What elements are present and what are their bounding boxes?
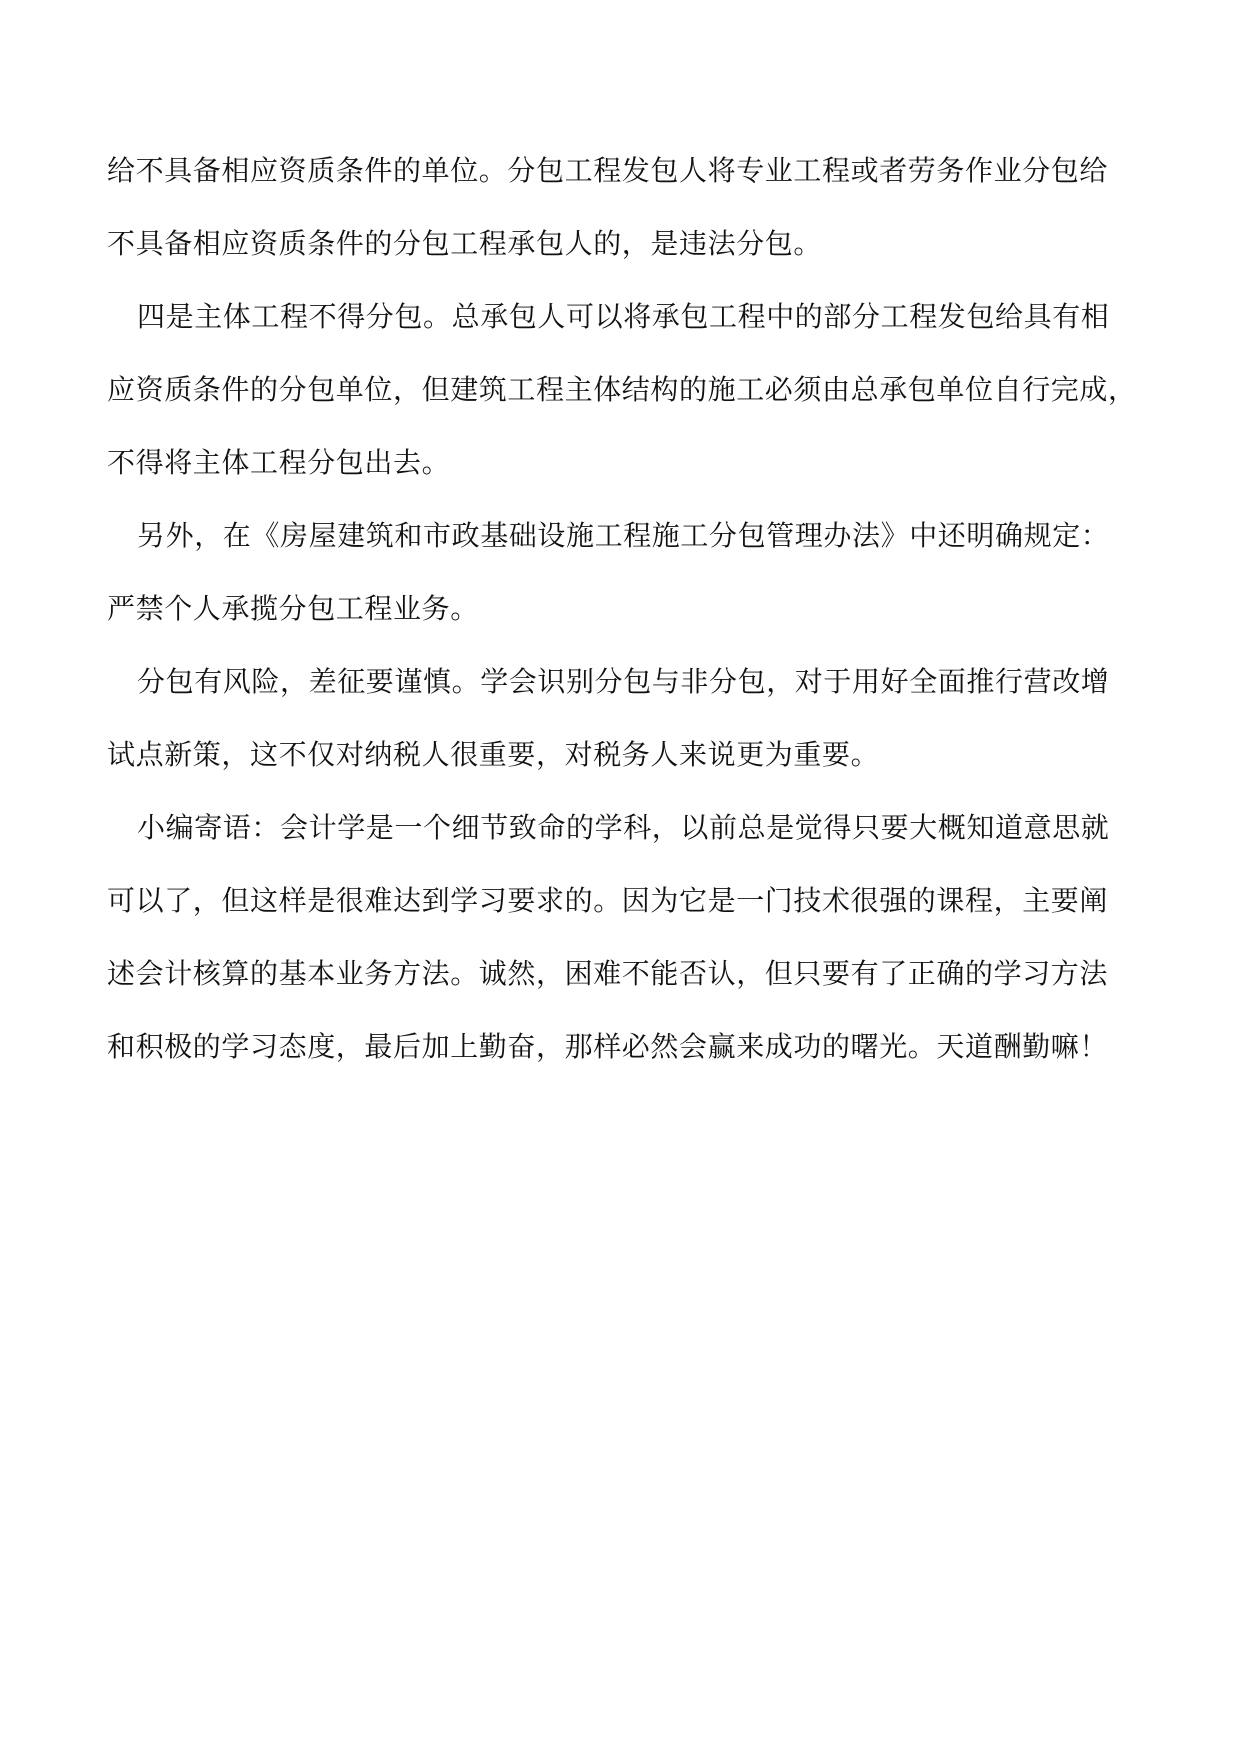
paragraph-3-line-1: 另外，在《房屋建筑和市政基础设施工程施工分包管理办法》中还明确规定： — [137, 519, 1110, 552]
paragraph-5-line-3: 述会计核算的基本业务方法。诚然，困难不能否认，但只要有了正确的学习方法 — [107, 957, 1109, 990]
paragraph-1-line-2: 不具备相应资质条件的分包工程承包人的，是违法分包。 — [107, 227, 823, 260]
paragraph-4-line-1: 分包有风险，差征要谨慎。学会识别分包与非分包，对于用好全面推行营改增 — [137, 665, 1110, 698]
paragraph-3-line-2: 严禁个人承揽分包工程业务。 — [107, 592, 479, 625]
paragraph-5-line-2: 可以了，但这样是很难达到学习要求的。因为它是一门技术很强的课程，主要阐 — [107, 884, 1109, 917]
paragraph-2-line-1: 四是主体工程不得分包。总承包人可以将承包工程中的部分工程发包给具有相 — [137, 300, 1110, 333]
paragraph-5-line-1: 小编寄语：会计学是一个细节致命的学科，以前总是觉得只要大概知道意思就 — [137, 811, 1110, 844]
paragraph-1-line-1: 给不具备相应资质条件的单位。分包工程发包人将专业工程或者劳务作业分包给 — [107, 154, 1109, 187]
paragraph-4-line-2: 试点新策，这不仅对纳税人很重要，对税务人来说更为重要。 — [107, 738, 880, 771]
paragraph-2-line-3: 不得将主体工程分包出去。 — [107, 446, 451, 479]
paragraph-2-line-2: 应资质条件的分包单位，但建筑工程主体结构的施工必须由总承包单位自行完成， — [107, 373, 1137, 406]
paragraph-5-line-4: 和积极的学习态度，最后加上勤奋，那样必然会赢来成功的曙光。天道酬勤嘛！ — [107, 1030, 1109, 1063]
